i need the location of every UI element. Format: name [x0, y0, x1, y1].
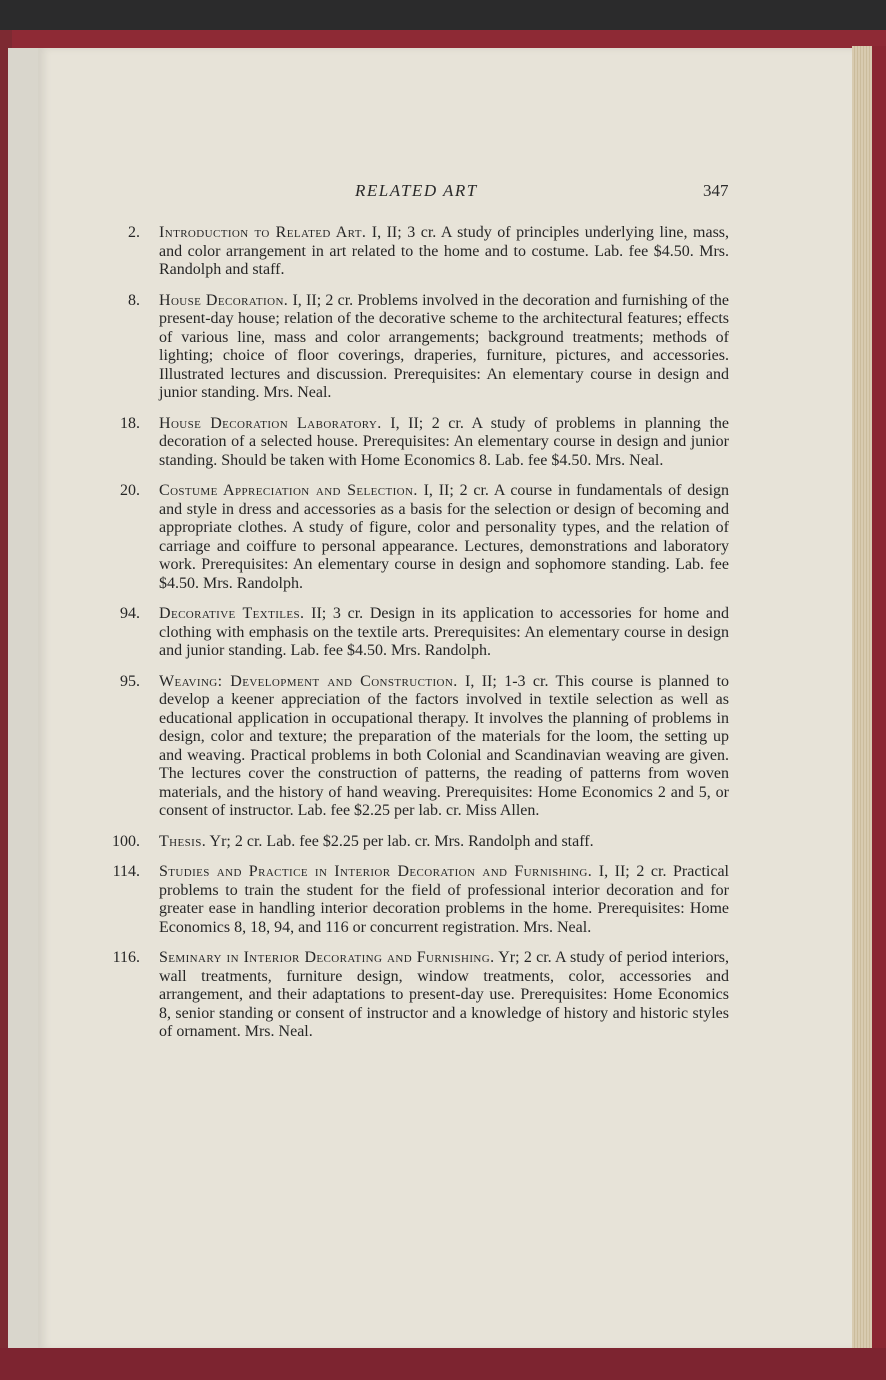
course-entry-18	[0, 415, 886, 471]
course-details: II; 3 cr. Design in its application to accessories for home and clothing with emphasis on the textile arts. Prerequisites: An elementary course in design and junior standing. Lab. fee $4.50. Mrs. Randolph.	[159, 605, 729, 659]
course-number: 94.	[120, 605, 140, 622]
course-number: 20.	[120, 482, 140, 499]
course-title: Weaving: Development and Construction.	[159, 672, 458, 690]
course-entry-116	[0, 949, 886, 1042]
course-details: I, II; 3 cr. A study of principles underlying line, mass, and color arrangement in art related to the home and to costume. Lab. fee $4.50. Mrs. Randolph and staff.	[159, 224, 730, 278]
course-entry-95	[0, 673, 886, 821]
page-number: 347	[703, 181, 729, 200]
scan-background-top	[0, 0, 886, 34]
course-entry-2	[0, 224, 886, 280]
course-description	[159, 673, 729, 821]
course-entry-100	[0, 833, 886, 852]
course-description	[159, 482, 729, 593]
course-title: Introduction to Related Art.	[159, 224, 367, 241]
course-details: I, II; 2 cr. Problems involved in the decoration and furnishing of the present-day house; relation of the decorative scheme to the architectural features; effects of various line, mass and color arrangements; background treatments; methods of lighting; choice of floor coverings, draperies, furniture, pictures, and accessories. Illustrated lectures and discussion. Prerequisites: An elementary course in design and junior standing. Mrs. Neal.	[159, 291, 730, 401]
course-number: 18.	[120, 414, 140, 432]
course-number: 114.	[112, 863, 140, 880]
course-details: I, II; 2 cr. A course in fundamentals of design and style in dress and accessories as a basis for the selection or design of becoming and appropriate clothes. A study of figure, color and personality types, and the relation of carriage and coiffure to personal appearance. Lectures, demonstrations and laboratory work. Prerequisites: An elementary course in design and sophomore standing. Lab. fee $4.50. Mrs. Randolph.	[159, 482, 730, 592]
course-details: I, II; 2 cr. A study of problems in planning the decoration of a selected house. Prerequisites: An elementary course in design and junior standing. Should be taken with Home Economics 8. Lab. fee $4.50. Mrs. Neal.	[159, 414, 730, 469]
course-title: Seminary in Interior Decorating and Furnishing.	[159, 949, 495, 966]
course-number: 2.	[128, 224, 140, 241]
course-number: 8.	[128, 291, 140, 309]
course-description	[159, 833, 729, 852]
course-details: Yr; 2 cr. A study of period interiors, wall treatments, furniture design, window treatments, color, accessories and arrangement, and their adaptations to present-day use. Prerequisites: Home Economics 8, senior standing or consent of instructor and a knowledge of history and historic styles of ornament. Mrs. Neal.	[159, 949, 730, 1040]
course-entry-8	[0, 292, 886, 403]
course-description	[159, 415, 729, 471]
course-number: 95.	[120, 672, 140, 690]
course-entry-20	[0, 482, 886, 593]
running-title: RELATED ART	[355, 181, 478, 200]
course-description	[159, 949, 729, 1042]
course-title: House Decoration.	[159, 291, 289, 309]
course-title: Thesis.	[159, 832, 207, 850]
course-description	[159, 863, 729, 937]
course-title: House Decoration Laboratory.	[159, 414, 382, 432]
course-details: Yr; 2 cr. Lab. fee $2.25 per lab. cr. Mrs. Randolph and staff.	[209, 832, 594, 850]
course-entry-114	[0, 863, 886, 937]
course-details: I, II; 2 cr. Practical problems to train the student for the field of professional interior decoration and for greater ease in handling interior decoration problems in the home. Prerequisites: Home Economics 8, 18, 94, and 116 or concurrent registration. Mrs. Neal.	[159, 863, 729, 936]
course-entry-94	[0, 605, 886, 661]
course-description	[159, 224, 729, 280]
course-details: I, II; 1-3 cr. This course is planned to develop a keener appreciation of the factors involved in textile selection as well as educational application in occupational therapy. It involves the planning of problems in design, color and texture; the preparation of the materials for the loom, the setting up and weaving. Practical problems in both Colonial and Scandinavian weaving are given. The lectures cover the construction of patterns, the reading of patterns from woven materials, and the history of hand weaving. Prerequisites: Home Economics 2 and 5, or consent of instructor. Lab. fee $2.25 per lab. cr. Miss Allen.	[159, 672, 730, 819]
course-description	[159, 605, 729, 661]
course-title: Costume Appreciation and Selection.	[159, 482, 418, 499]
course-title: Studies and Practice in Interior Decoration and Furnishing.	[159, 863, 593, 880]
course-list	[0, 224, 886, 1054]
course-number: 100.	[112, 832, 140, 850]
book-cover-edge-bottom	[0, 1348, 886, 1380]
course-number: 116.	[112, 949, 140, 966]
course-description	[159, 292, 729, 403]
course-title: Decorative Textiles.	[159, 605, 305, 622]
